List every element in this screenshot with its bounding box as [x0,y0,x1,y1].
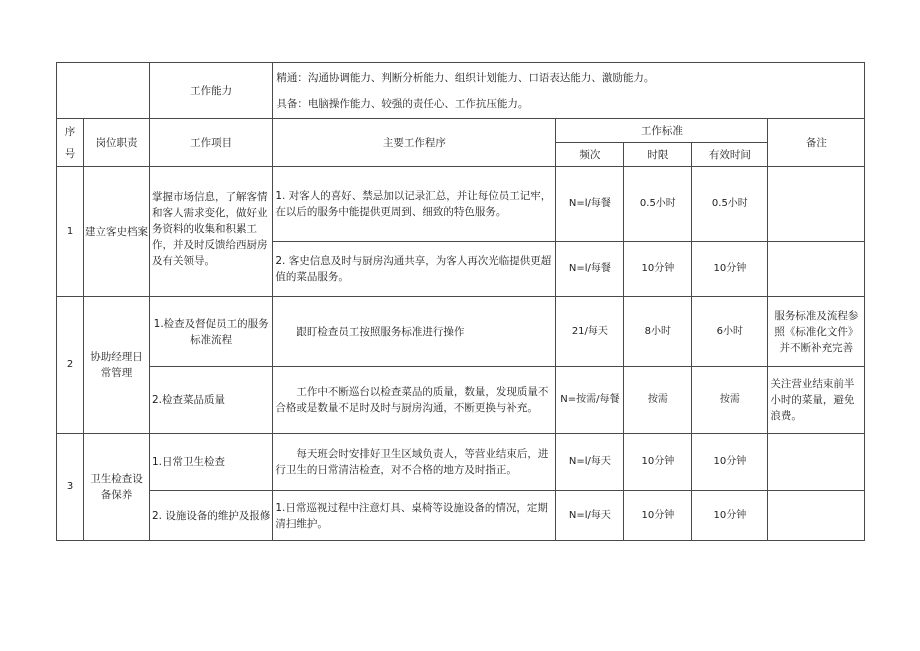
table-row [57,367,865,434]
frequency-cell: N=l/每天 [556,434,624,491]
header-procedure: 主要工作程序 [273,119,556,167]
seq-cell: 3 [57,434,84,541]
time-limit-cell: 10分钟 [624,242,692,297]
frequency-cell: N=按需/每餐 [556,367,624,434]
table-row [57,167,865,242]
procedure-cell: 2. 客史信息及时与厨房沟通共享，为客人再次光临提供更超值的菜品服务。 [273,242,556,297]
duty-cell: 协助经理日常管理 [84,297,150,434]
procedure-cell: 工作中不断巡台以检查菜品的质量，数量，发现质量不合格或是数量不足时及时与厨房沟通，不断更换与补充。 [273,367,556,434]
duty-cell: 建立客史档案 [84,167,150,297]
frequency-cell: N=l/每餐 [556,242,624,297]
header-standard: 工作标准 [556,119,768,143]
header-seq: 序号 [57,119,84,167]
job-responsibility-table [56,62,865,541]
remark-cell [768,242,865,297]
procedure-cell: 每天班会时安排好卫生区域负责人，等营业结束后，进行卫生的日常清洁检查，对不合格的地方及时指正。 [273,434,556,491]
time-limit-cell: 10分钟 [624,434,692,491]
table-row [57,491,865,541]
procedure-cell: 1.日常巡视过程中注意灯具、桌椅等设施设备的情况，定期清扫维护。 [273,491,556,541]
frequency-cell: N=l/每餐 [556,167,624,242]
ability-line-possess: 具备：电脑操作能力、较强的责任心、工作抗压能力。 [276,97,529,110]
remark-cell [768,434,865,491]
seq-cell: 1 [57,167,84,297]
ability-line-master: 精通：沟通协调能力、判断分析能力、组织计划能力、口语表达能力、激励能力。 [276,71,655,84]
header-remark: 备注 [768,119,865,167]
time-limit-cell: 8小时 [624,297,692,367]
time-limit-cell: 10分钟 [624,491,692,541]
valid-time-cell: 6小时 [692,297,768,367]
header-duty: 岗位职责 [84,119,150,167]
item-cell: 掌握市场信息，了解客情和客人需求变化，做好业务资料的收集和积累工作，并及时反馈给西厨房及有关领导。 [150,167,273,297]
time-limit-cell: 按需 [624,367,692,434]
procedure-cell: 1. 对客人的喜好、禁忌加以记录汇总，并让每位员工记牢，在以后的服务中能提供更周到、细致的特色服务。 [273,167,556,242]
job-description-document [56,62,865,541]
header-frequency: 频次 [556,143,624,167]
frequency-cell: 21/每天 [556,297,624,367]
valid-time-cell: 10分钟 [692,434,768,491]
frequency-cell: N=l/每天 [556,491,624,541]
header-time-limit: 时限 [624,143,692,167]
header-valid-time: 有效时间 [692,143,768,167]
time-limit-cell: 0.5小时 [624,167,692,242]
valid-time-cell: 0.5小时 [692,167,768,242]
item-cell: 1.检查及督促员工的服务标准流程 [150,297,273,367]
item-cell: 2. 设施设备的维护及报修 [150,491,273,541]
ability-blank-cell [57,63,150,119]
header-row [57,119,865,143]
item-cell: 2.检查菜品质量 [150,367,273,434]
remark-cell: 服务标准及流程参照《标准化文件》并不断补充完善 [768,297,865,367]
valid-time-cell: 10分钟 [692,242,768,297]
table-row [57,297,865,367]
remark-cell [768,167,865,242]
valid-time-cell: 按需 [692,367,768,434]
table-row [57,434,865,491]
seq-cell: 2 [57,297,84,434]
remark-cell: 关注营业结束前半小时的菜量，避免浪费。 [768,367,865,434]
ability-row [57,63,865,119]
remark-cell [768,491,865,541]
ability-label: 工作能力 [150,63,273,119]
valid-time-cell: 10分钟 [692,491,768,541]
procedure-cell: 跟盯检查员工按照服务标准进行操作 [273,297,556,367]
header-item: 工作项目 [150,119,273,167]
duty-cell: 卫生检查设备保养 [84,434,150,541]
item-cell: 1.日常卫生检查 [150,434,273,491]
ability-content [273,63,865,119]
